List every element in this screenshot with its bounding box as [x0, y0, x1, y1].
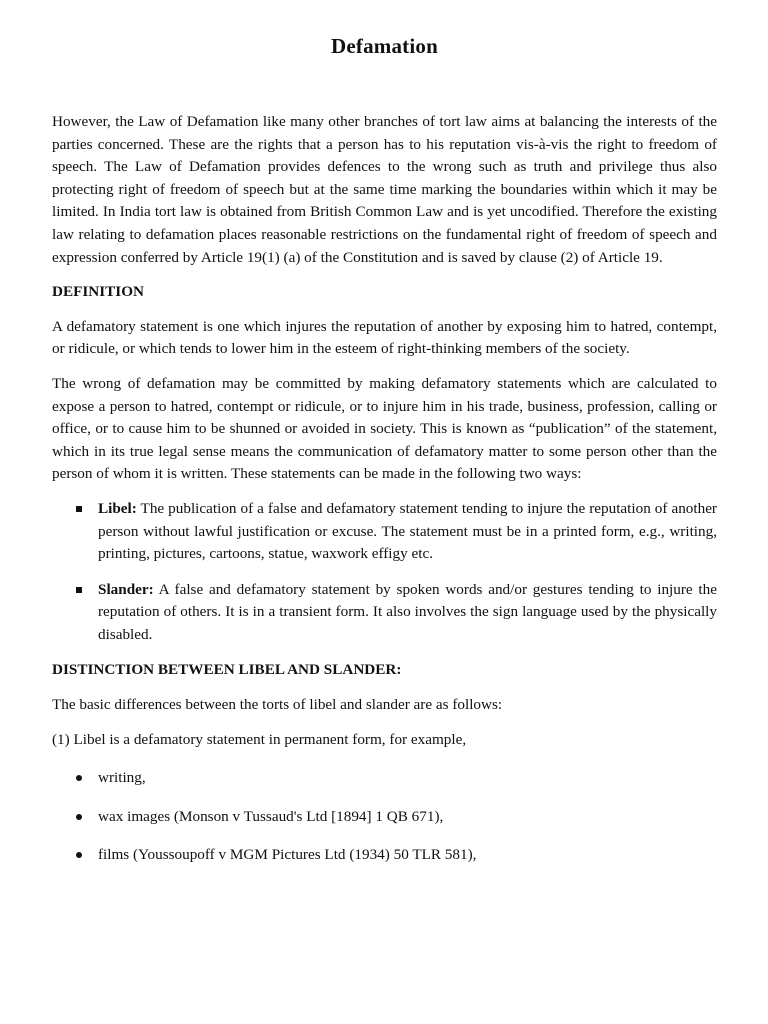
ways-list [52, 498, 717, 647]
round-bullet-icon [76, 852, 82, 858]
list-item [52, 806, 717, 829]
intro-paragraph: However, the Law of Defamation like many other branches of tort law aims at balancing the interests of the parties concerned. These are the rights that a person has to his reputation vis-à-vis the right to freedom of speech. The Law of Defamation provides defences to the wrong such as truth and privilege thus also protecting right of freedom of speech but at the same time marking the boundaries within which it may be limited. In India tort law is obtained from British Common Law and is yet uncodified. Therefore the existing law relating to defamation places reasonable restrictions on the fundamental right of freedom of speech and expression conferred by Article 19(1) (a) of the Constitution and is saved by clause (2) of Article 19. [52, 113, 717, 266]
definition-paragraph-2: The wrong of defamation may be committed by making defamatory statements which are calculated to expose a person to hatred, contempt or ridicule, or to injure him in his trade, business, profession, calling or office, or to cause him to be shunned or avoided in society. This is known as “publication” of the statement, which in its true legal sense means the communication of defamatory matter to some person other than the person of whom it is written. These statements can be made in the following two ways: [52, 374, 717, 483]
definition-paragraph-1: A defamatory statement is one which injures the reputation of another by exposing him to hatred, contempt, or ridicule, or which tends to lower him in the esteem of right-thinking members of the society. [52, 317, 717, 358]
slander-term: Slander: [98, 580, 154, 598]
example-text: writing, [98, 769, 146, 787]
document-page [52, 34, 717, 883]
examples-list [52, 767, 717, 867]
libel-text: The publication of a false and defamatory statement tending to injure the reputation of another person without lawful justification or excuse. The statement must be in a printed form, e.g., writing, printing, pictures, cartoons, statue, waxwork effigy etc. [98, 499, 717, 563]
round-bullet-icon [76, 775, 82, 781]
example-text: wax images (Monson v Tussaud's Ltd [1894] 1 QB 671), [98, 807, 444, 825]
distinction-intro: The basic differences between the torts of libel and slander are as follows: [52, 696, 503, 714]
libel-term: Libel: [98, 499, 137, 517]
document-title: Defamation [331, 34, 438, 58]
square-bullet-icon [76, 587, 82, 593]
list-item [52, 767, 717, 790]
example-text: films (Youssoupoff v MGM Pictures Ltd (1934) 50 TLR 581), [98, 846, 477, 864]
list-item-libel [52, 498, 717, 566]
slander-text: A false and defamatory statement by spoken words and/or gestures tending to injure the reputation of others. It is in a transient form. It also involves the sign language used by the physically disabled. [98, 580, 717, 643]
point-1: (1) Libel is a defamatory statement in permanent form, for example, [52, 730, 467, 748]
list-item-slander [52, 579, 717, 647]
definition-heading: DEFINITION [52, 283, 144, 301]
square-bullet-icon [76, 506, 82, 512]
distinction-heading: DISTINCTION BETWEEN LIBEL AND SLANDER: [52, 661, 402, 679]
round-bullet-icon [76, 814, 82, 820]
list-item [52, 844, 717, 867]
